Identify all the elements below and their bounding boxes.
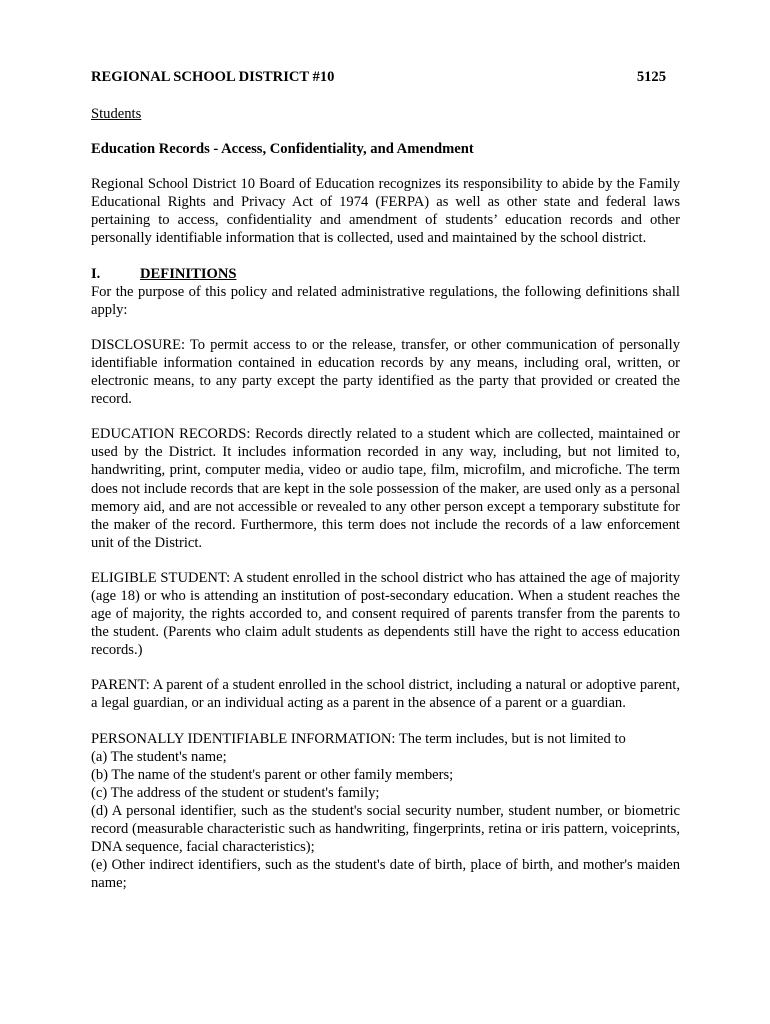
education-records-definition: EDUCATION RECORDS: Records directly related to a student which are collected, maintained or used by the District. It includes information recorded in any way, including, but not limited to, handwriting, print, computer media, video or audio tape, film, microfilm, and microfiche. The term does not include records that are kept in the sole possession of the maker, are used only as a personal memory aid, and are not accessible or revealed to any other person except a temporary substitute for the maker of the record. Furthermore, this term does not include the records of a law enforcement unit of the District. xyxy=(91,426,680,551)
document-page xyxy=(91,68,680,892)
pii-definition-lead: PERSONALLY IDENTIFIABLE INFORMATION: The term includes, but is not limited to xyxy=(91,730,626,747)
definitions-heading-text: DEFINITIONS xyxy=(140,265,237,282)
pii-item-a: (a) The student's name; xyxy=(91,748,227,765)
definitions-lead: For the purpose of this policy and related administrative regulations, the following definitions shall apply: xyxy=(91,283,680,318)
section-label: Students xyxy=(91,106,142,122)
pii-item-d: (d) A personal identifier, such as the student's social security number, student number, or biometric record (measurable characteristic such as handwriting, fingerprints, retina or iris pattern, voiceprints, DNA sequence, facial characteristics); xyxy=(91,802,680,856)
eligible-student-definition: ELIGIBLE STUDENT: A student enrolled in the school district who has attained the age of majority (age 18) or who is attending an institution of post-secondary education. When a student reaches the age of majority, the rights accorded to, and consent required of parents transfer from the parents to the student. (Parents who claim adult students as dependents still have the right to access education records.) xyxy=(91,569,680,659)
policy-title: Education Records - Access, Confidentiality, and Amendment xyxy=(91,141,474,158)
disclosure-definition: DISCLOSURE: To permit access to or the release, transfer, or other communication of personally identifiable information contained in education records by any means, including oral, written, or electronic means, to any party except the party identified as the party that provided or created the record. xyxy=(91,336,680,408)
pii-item-e: (e) Other indirect identifiers, such as the student's date of birth, place of birth, and mother's maiden name; xyxy=(91,857,680,892)
district-name: REGIONAL SCHOOL DISTRICT #10 xyxy=(91,69,335,85)
definitions-heading xyxy=(91,265,680,283)
policy-number: 5125 xyxy=(636,69,666,85)
definitions-number: I. xyxy=(91,265,101,282)
document-header xyxy=(91,68,680,88)
pii-item-c: (c) The address of the student or student's family; xyxy=(91,784,380,801)
pii-item-b: (b) The name of the student's parent or other family members; xyxy=(91,766,454,783)
parent-definition: PARENT: A parent of a student enrolled in the school district, including a natural or adoptive parent, a legal guardian, or an individual acting as a parent in the absence of a parent or a guardian. xyxy=(91,677,680,712)
intro-paragraph: Regional School District 10 Board of Education recognizes its responsibility to abide by the Family Educational Rights and Privacy Act of 1974 (FERPA) as well as other state and federal laws pertaining to access, confidentiality and amendment of students’ education records and other personally identifiable information that is collected, used and maintained by the school district. xyxy=(91,176,680,247)
